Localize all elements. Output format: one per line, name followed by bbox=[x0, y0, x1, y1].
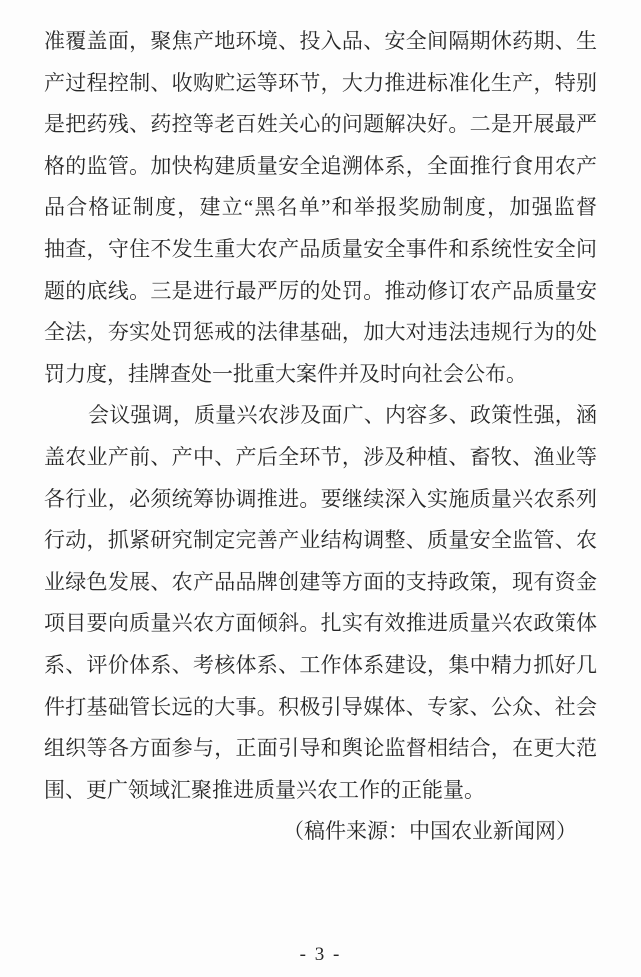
text-line: 格的监管。加快构建质量安全追溯体系，全面推行食用农产 bbox=[44, 153, 597, 178]
text-line: 全法，夯实处罚惩戒的法律基础，加大对违法违规行为的处 bbox=[44, 320, 597, 345]
text-line: 品合格证制度，建立“黑名单”和举报奖励制度，加强监督 bbox=[44, 195, 597, 220]
text-line: 项目要向质量兴农方面倾斜。扎实有效推进质量兴农政策体 bbox=[44, 611, 597, 636]
text-line: 盖农业产前、产中、产后全环节，涉及种植、畜牧、渔业等 bbox=[44, 444, 597, 469]
text-line: 是把药残、药控等老百姓关心的问题解决好。二是开展最严 bbox=[44, 112, 597, 137]
page-number: - 3 - bbox=[299, 944, 342, 965]
text-line: 准覆盖面，聚焦产地环境、投入品、安全间隔期休药期、生 bbox=[44, 29, 597, 53]
text-line: 业绿色发展、农产品品牌创建等方面的支持政策，现有资金 bbox=[44, 569, 597, 594]
text-line: 围、更广领域汇聚推进质量兴农工作的正能量。 bbox=[44, 777, 485, 802]
document-body bbox=[44, 21, 597, 853]
text-line: 产过程控制、收购贮运等环节，大力推进标准化生产，特别 bbox=[44, 70, 597, 95]
text-line: 会议强调，质量兴农涉及面广、内容多、政策性强，涵 bbox=[88, 403, 597, 428]
text-line: 各行业，必须统筹协调推进。要继续深入实施质量兴农系列 bbox=[44, 486, 597, 511]
text-line: 组织等各方面参与，正面引导和舆论监督相结合，在更大范 bbox=[44, 736, 597, 761]
text-line: 题的底线。三是进行最严厉的处罚。推动修订农产品质量安 bbox=[44, 278, 597, 303]
text-line: 罚力度，挂牌查处一批重大案件并及时向社会公布。 bbox=[44, 361, 527, 386]
text-line: 系、评价体系、考核体系、工作体系建设，集中精力抓好几 bbox=[44, 652, 597, 677]
text-line: 行动，抓紧研究制定完善产业结构调整、质量安全监管、农 bbox=[44, 528, 597, 553]
text-line: （稿件来源：中国农业新闻网） bbox=[283, 819, 577, 844]
text-line: 抽查，守住不发生重大农产品质量安全事件和系统性安全问 bbox=[44, 236, 597, 261]
text-line: 件打基础管长远的大事。积极引导媒体、专家、公众、社会 bbox=[44, 694, 597, 719]
